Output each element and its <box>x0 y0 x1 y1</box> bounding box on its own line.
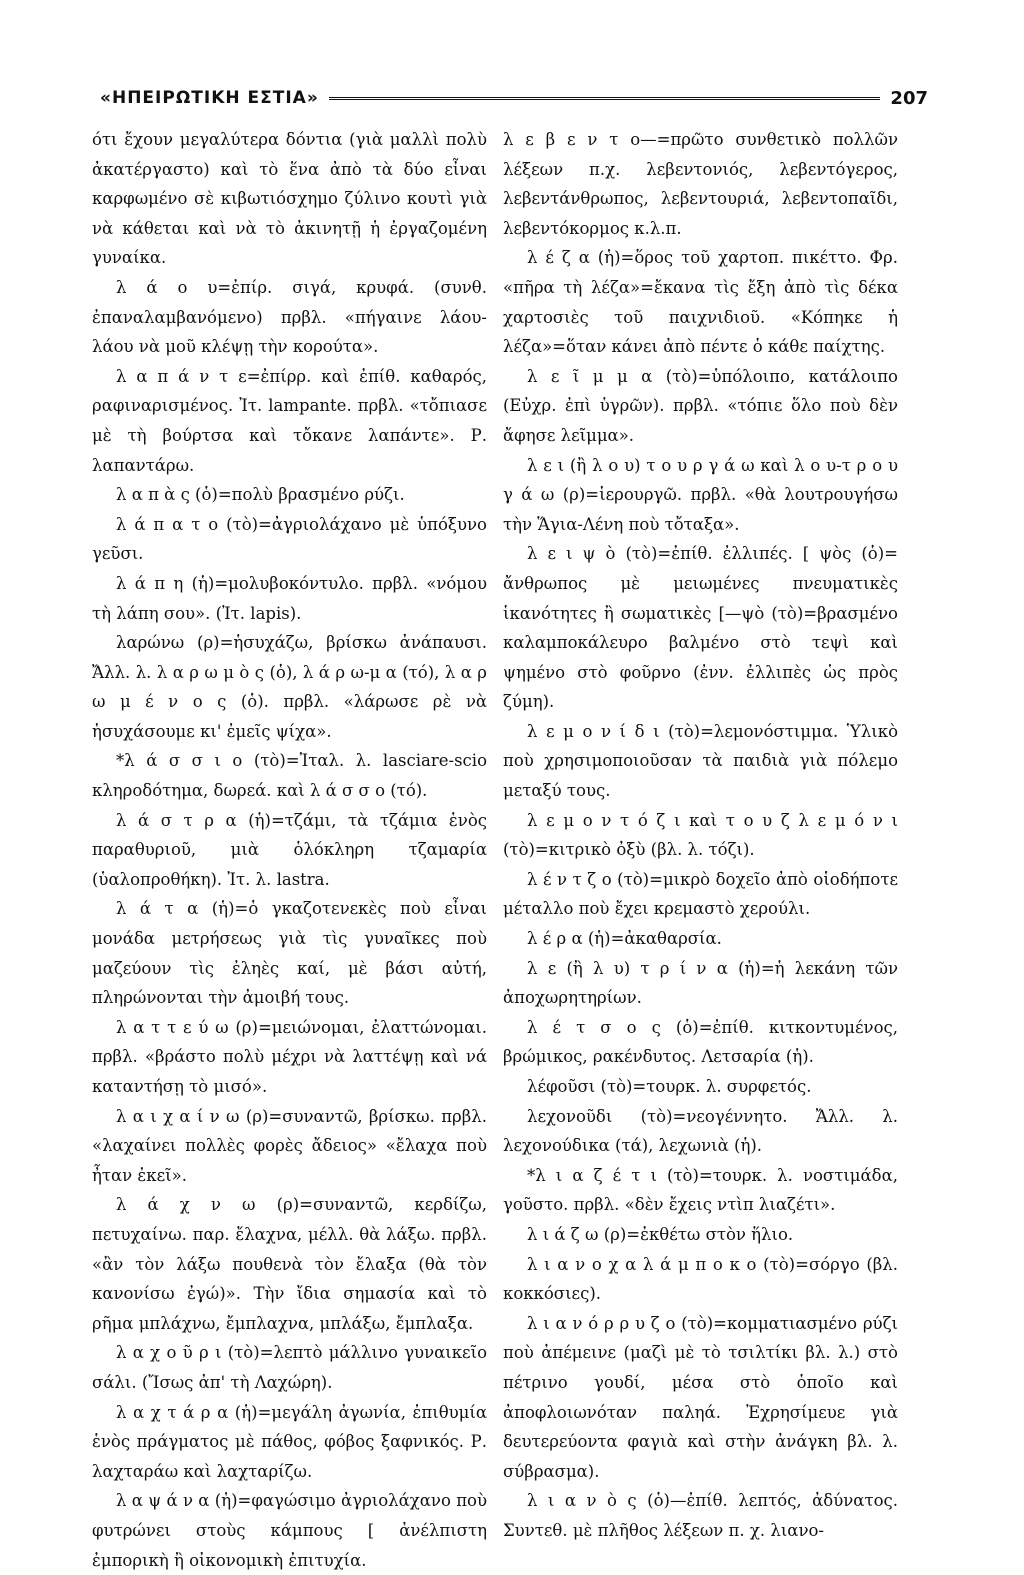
dictionary-entry: λεχονοῦδι (τὸ)=νεογέννητο. Ἄλλ. λ. λεχονούδικα (τά), λεχωνιὰ (ἡ). <box>503 1106 898 1156</box>
dictionary-entry: λαρώνω (ρ)=ἡσυχάζω, βρίσκω ἀνάπαυσι. Ἄλλ. λ. λ α ρ ω μ ὸ ς (ὁ), λ ά ρ ω-μ α (τό), λ α ρ ω μ έ ν ο ς (ὁ). πρβλ. «λάρωσε ρὲ νὰ ἡσυχάσουμε κι' ἐμεῖς ψίχα». <box>92 633 487 741</box>
dictionary-entry: λ ε ῖ μ μ α (τὸ)=ὑπόλοιπο, κατάλοιπο (Εὐχρ. ἐπὶ ὑγρῶν). πρβλ. «τόπιε ὅλο ποὺ δὲν ἄφησε λεῖμμα». <box>503 366 898 445</box>
dictionary-entry: λ ε β ε ν τ ο—=πρῶτο συνθετικὸ πολλῶν λέξεων π.χ. λεβεντονιός, λεβεντόγερος, λεβεντάνθρωπος, λεβεντουριά, λεβεντοπαῖδι, λεβεντόκορμος κ.λ.π. <box>503 130 898 238</box>
page-header <box>100 84 928 112</box>
dictionary-entry: *λ ι α ζ έ τ ι (τὸ)=τουρκ. λ. νοστιμάδα, γοῦστο. πρβλ. «δὲν ἔχεις ντὶπ λιαζέτι». <box>503 1165 898 1215</box>
dictionary-entry: λ ε (ἢ λ υ) τ ρ ί ν α (ἡ)=ἡ λεκάνη τῶν ἀποχωρητηρίων. <box>503 958 898 1008</box>
dictionary-entry: λ ι α ν ό ρ ρ υ ζ ο (τὸ)=κομματιασμένο ρύζι ποὺ ἀπέμεινε (μαζὶ μὲ τὸ τσιλτίκι βλ. λ.) στὸ πέτρινο γουδί, μέσα στὸ ὁποῖο καὶ ἀποφλοιωνόταν παληά. Ἐχρησίμευε γιὰ δευτερεύοντα φαγιὰ καὶ στὴν ἀνάγκη βλ. λ. σύβρασμα). <box>503 1313 898 1481</box>
dictionary-entry: λ έ ρ α (ἡ)=ἀκαθαρσία. <box>527 929 722 949</box>
dictionary-entry: λ ε ι ψ ὸ (τὸ)=ἐπίθ. ἐλλιπές. [ ψὸς (ὁ)= ἄνθρωπος μὲ μειωμένες πνευματικὲς ἱκανότητες ἢ σωματικὲς [—ψὸ (τὸ)=βρασμένο καλαμποκάλευρο βαλμένο στὸ τεψὶ καὶ ψημένο στὸ φοῦρνο (ἐνν. ἐλλιπὲς ὡς πρὸς ζύμη). <box>503 544 898 712</box>
dictionary-entry: λ έ ν τ ζ ο (τὸ)=μικρὸ δοχεῖο ἀπὸ οἱοδήποτε μέταλλο ποὺ ἔχει κρεμαστὸ χερούλι. <box>503 869 898 919</box>
dictionary-entry: λ α π ὰ ς (ὁ)=πολὺ βρασμένο ρύζι. <box>116 485 405 505</box>
dictionary-entry: λ ι α ν ο χ α λ ά μ π ο κ ο (τὸ)=σόργο (βλ. κοκκόσιες). <box>503 1254 898 1304</box>
header-decorative-rule <box>329 97 881 100</box>
dictionary-entry: ότι ἔχουν μεγαλύτερα δόντια (γιὰ μαλλὶ πολὺ ἀκατέργαστο) καὶ τὸ ἕνα ἀπὸ τὰ δύο εἶναι καρφωμένο σὲ κιβωτιόσχημο ζύλινο κουτὶ γιὰ νὰ κάθεται καὶ νὰ τὸ ἀκινητῇ ἡ ἐργαζομένη γυναίκα. <box>92 130 487 268</box>
page-number: 207 <box>890 87 928 109</box>
dictionary-entry: λ ά π α τ ο (τὸ)=ἀγριολάχανο μὲ ὑπόξυνο γεῦσι. <box>92 514 487 564</box>
dictionary-entry: λ α π ά ν τ ε=ἐπίρρ. καὶ ἐπίθ. καθαρός, ραφιναρισμένος. Ἰτ. lampante. πρβλ. «τὄπιασε μὲ τὴ βούρτσα καὶ τὄκανε λαπάντε». Ρ. λαπαντάρω. <box>92 366 487 475</box>
dictionary-entry: λ α χ ο ῦ ρ ι (τὸ)=λεπτὸ μάλλινο γυναικεῖο σάλι. (Ἴσως ἀπ' τὴ Λαχώρη). <box>92 1343 487 1392</box>
dictionary-entry: λ ι ά ζ ω (ρ)=ἐκθέτω στὸν ἥλιο. <box>527 1224 794 1244</box>
dictionary-entry: λ ά χ ν ω (ρ)=συναντῶ, κερδίζω, πετυχαίνω. παρ. ἔλαχνα, μέλλ. θὰ λάξω. πρβλ. «ἂν τὸν λάξω πουθενὰ τὸν ἔλαξα (θὰ τὸν κανονίσω ἐγώ)». Τὴν ἴδια σημασία καὶ τὸ ρῆμα μπλάχνω, ἔμπλαχνα, μπλάξω, ἔμπλαξα. <box>92 1195 487 1333</box>
dictionary-entry: *λ ά σ σ ι ο (τὸ)=Ἰταλ. λ. lasciare-scio κληροδότημα, δωρεά. καὶ λ ά σ σ ο (τό). <box>92 751 487 801</box>
dictionary-entry: λ α τ τ ε ύ ω (ρ)=μειώνομαι, ἐλαττώνομαι. πρβλ. «βράστο πολὺ μέχρι νὰ λαττέψῃ καὶ νά καταντήσῃ τὸ μισό». <box>92 1017 487 1096</box>
dictionary-entry: λ ά τ α (ἡ)=ὁ γκαζοτενεκὲς ποὺ εἶναι μονάδα μετρήσεως γιὰ τὶς γυναῖκες ποὺ μαζεύουν τὶς ἐληὲς καί, μὲ βάσι αὐτή, πληρώνονται τὴν ἀμοιβή τους. <box>92 899 487 1008</box>
dictionary-entry: λ ι α ν ὸ ς (ὁ)—ἐπίθ. λεπτός, ἀδύνατος. Συντεθ. μὲ πλῆθος λέξεων π. χ. λιανο- <box>503 1491 898 1540</box>
dictionary-entry: λ ά π η (ἡ)=μολυβοκόντυλο. πρβλ. «νόμου τὴ λάπη σου». (Ἰτ. lapis). <box>92 573 487 623</box>
dictionary-entry: λ ε μ ο ν τ ό ζ ι καὶ τ ο υ ζ λ ε μ ό ν ι (τὸ)=κιτρικὸ ὀξὺ (βλ. λ. τόζι). <box>503 810 898 860</box>
dictionary-entry: λ ά σ τ ρ α (ἡ)=τζάμι, τὰ τζάμια ἑνὸς παραθυριοῦ, μιὰ ὁλόκληρη τζαμαρία (ὑαλοπροθήκη). Ἰτ. λ. lastra. <box>92 810 487 889</box>
dictionary-entry: λ α ι χ α ί ν ω (ρ)=συναντῶ, βρίσκω. πρβλ. «λαχαίνει πολλὲς φορὲς ἄδειος» «ἔλαχα ποὺ ἦταν ἐκεῖ». <box>92 1106 487 1185</box>
dictionary-entry: λ ά ο υ=ἐπίρ. σιγά, κρυφά. (συνθ. ἐπαναλαμβανόμενο) πρβλ. «πήγαινε λάου-λάου νὰ μοῦ κλέψῃ τὴν κορούτα». <box>92 277 487 357</box>
dictionary-entry: λ έ τ σ ο ς (ὁ)=ἐπίθ. κιτκοντυμένος, βρώμικος, ρακένδυτος. Λετσαρία (ἡ). <box>503 1017 898 1067</box>
left-column <box>92 125 487 1575</box>
dictionary-entry: λέφοῦσι (τὸ)=τουρκ. λ. συρφετός. <box>527 1077 812 1096</box>
dictionary-entry: λ ε μ ο ν ί δ ι (τὸ)=λεμονόστιμμα. Ὑλικὸ ποὺ χρησιμοποιοῦσαν τὰ παιδιὰ γιὰ πόλεμο μεταξύ τους. <box>503 721 898 801</box>
dictionary-entry: λ α χ τ ά ρ α (ἡ)=μεγάλη ἀγωνία, ἐπιθυμία ἑνὸς πράγματος μὲ πάθος, φόβος ξαφνικός. Ρ. λαχταράω καὶ λαχταρίζω. <box>92 1402 487 1481</box>
dictionary-entry: λ έ ζ α (ἡ)=ὅρος τοῦ χαρτοπ. πικέττο. Φρ. «πῆρα τὴ λέζα»=ἔκανα τὶς ἔξη ἀπὸ τὶς δέκα χαρτοσιὲς τοῦ παιχνιδιοῦ. «Κόπηκε ἡ λέζα»=ὅταν κάνει ἀπὸ πέντε ὁ κάθε παίχτης. <box>503 248 898 357</box>
dictionary-entry: λ α ψ ά ν α (ἡ)=φαγώσιμο ἀγριολάχανο ποὺ φυτρώνει στοὺς κάμπους [ ἀνέλπιστη ἐμπορικὴ ἢ οἰκονομικὴ ἐπιτυχία. <box>92 1491 487 1570</box>
right-column <box>503 125 898 1546</box>
running-title: «ΗΠΕΙΡΩΤΙΚΗ ΕΣΤΙΑ» <box>100 88 319 108</box>
dictionary-entry: λ ε ι (ἢ λ ο υ) τ ο υ ρ γ ά ω καὶ λ ο υ-τ ρ ο υ γ ά ω (ρ)=ἱερουργῶ. πρβλ. «θὰ λουτρουγήσω τὴν Ἅγια-Λένη ποὺ τὄταξα». <box>503 455 898 534</box>
